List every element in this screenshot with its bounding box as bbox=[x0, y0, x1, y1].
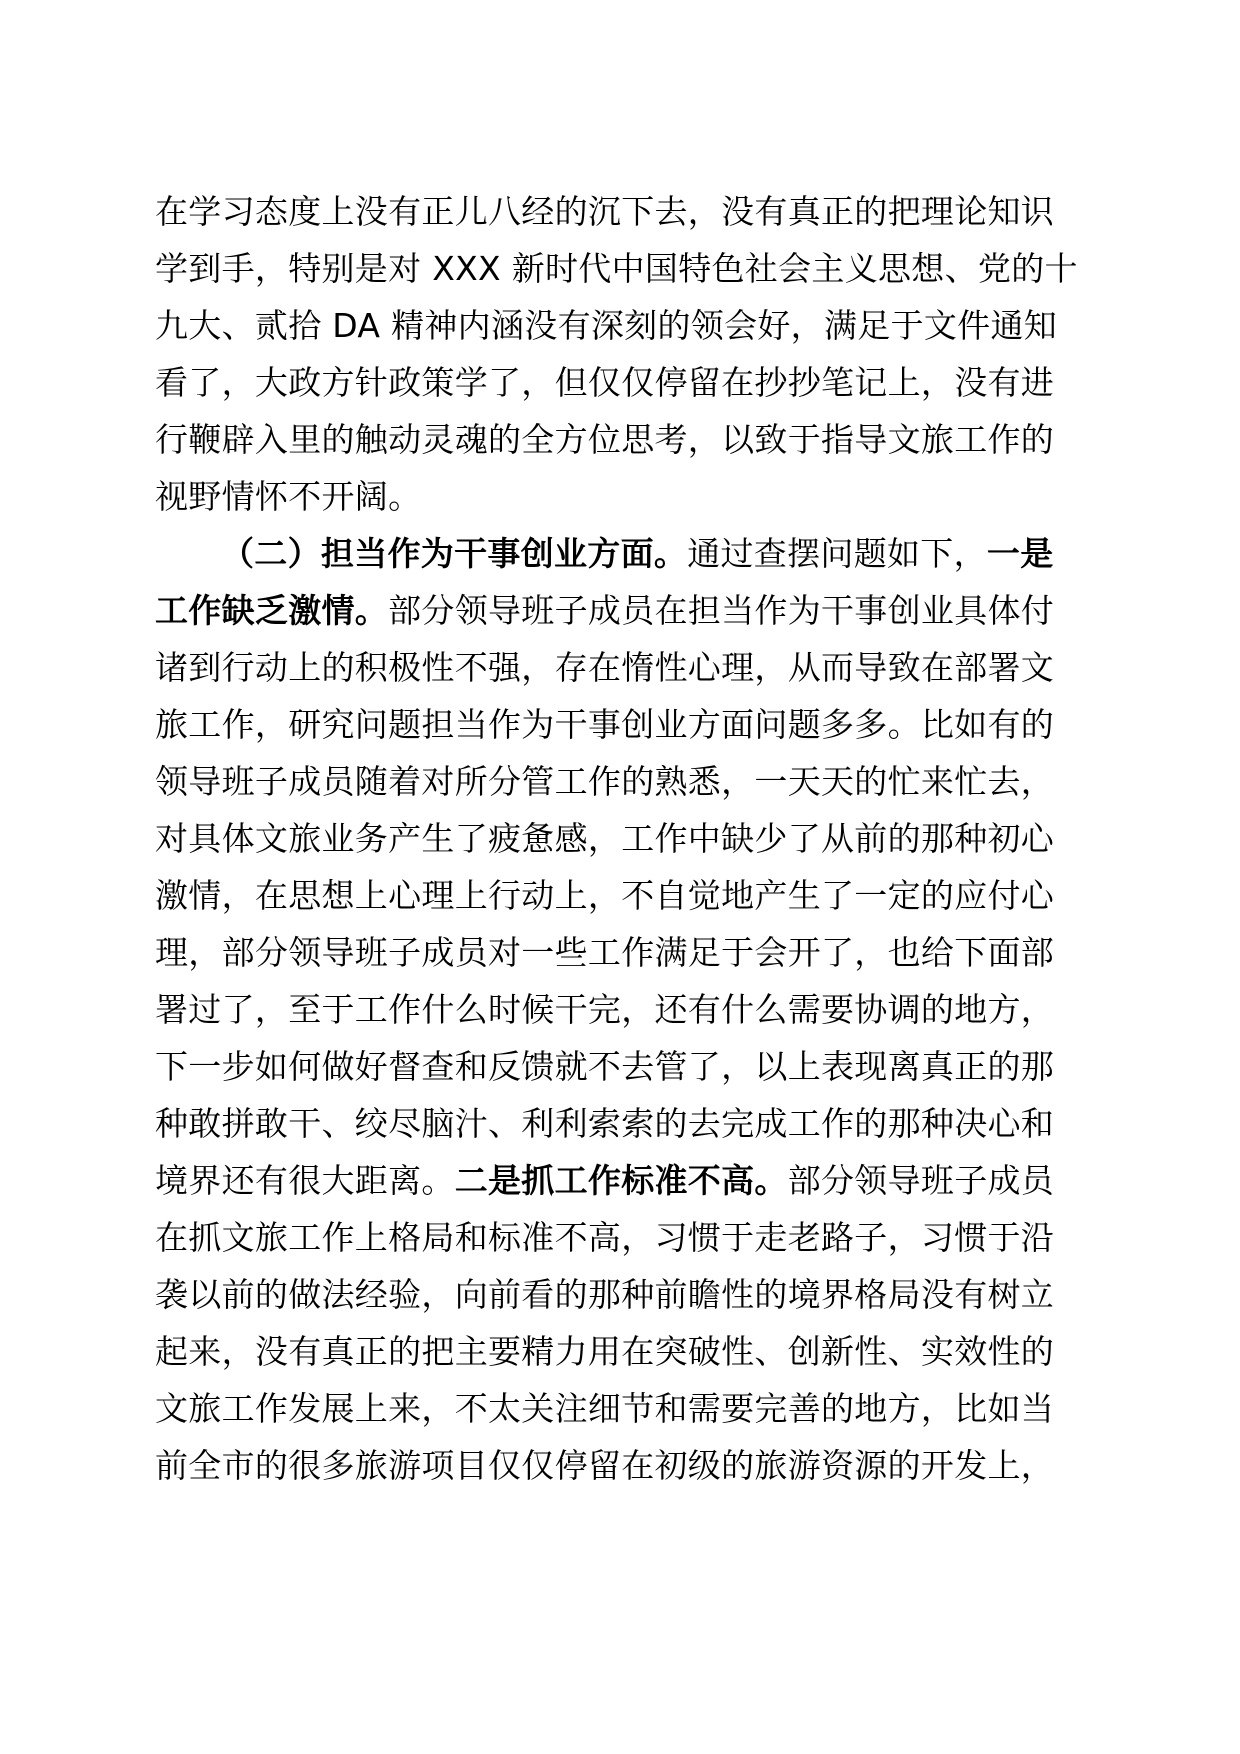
text-line: 行鞭辟入里的触动灵魂的全方位思考，以致于指导文旅工作的 bbox=[155, 420, 1055, 459]
document-page bbox=[155, 183, 1085, 1494]
text-segment: 通过查摆问题如下， bbox=[687, 534, 987, 573]
paragraph-study-attitude bbox=[155, 183, 1085, 525]
text-line: 诸到行动上的积极性不强，存在惰性心理，从而导致在部署文 bbox=[155, 648, 1055, 687]
text-line: 前全市的很多旅游项目仅仅停留在初级的旅游资源的开发上， bbox=[155, 1446, 1055, 1485]
text-line: 署过了，至于工作什么时候干完，还有什么需要协调的地方， bbox=[155, 990, 1055, 1029]
text-line: 旅工作，研究问题担当作为干事创业方面问题多多。比如有的 bbox=[155, 705, 1055, 744]
text-line: 学到手，特别是对 XXX 新时代中国特色社会主义思想、党的十 bbox=[155, 249, 1078, 288]
text-line: 理，部分领导班子成员对一些工作满足于会开了，也给下面部 bbox=[155, 933, 1055, 972]
text-line: 九大、贰拾 DA 精神内涵没有深刻的领会好，满足于文件通知 bbox=[155, 306, 1058, 345]
text-line: 对具体文旅业务产生了疲惫感，工作中缺少了从前的那种初心 bbox=[155, 819, 1055, 858]
text-line: 看了，大政方针政策学了，但仅仅停留在抄抄笔记上，没有进 bbox=[155, 363, 1055, 402]
section-heading: （二）担当作为干事创业方面。 bbox=[221, 534, 688, 573]
text-line: 在学习态度上没有正儿八经的沉下去，没有真正的把理论知识 bbox=[155, 192, 1055, 231]
text-line: 起来，没有真正的把主要精力用在突破性、创新性、实效性的 bbox=[155, 1332, 1055, 1371]
point-title: 二是抓工作标准不高。 bbox=[454, 1161, 788, 1200]
text-segment: 部分领导班子成员在担当作为干事创业具体付 bbox=[388, 591, 1055, 630]
text-line: 领导班子成员随着对所分管工作的熟悉，一天天的忙来忙去， bbox=[155, 762, 1055, 801]
text-line: 在抓文旅工作上格局和标准不高，习惯于走老路子，习惯于沿 bbox=[155, 1218, 1055, 1257]
point-label: 一是 bbox=[986, 534, 1054, 573]
text-line: 袭以前的做法经验，向前看的那种前瞻性的境界格局没有树立 bbox=[155, 1275, 1055, 1314]
paragraph-responsibility bbox=[155, 525, 1085, 1494]
text-segment: 部分领导班子成员 bbox=[787, 1161, 1055, 1200]
text-line: 视野情怀不开阔。 bbox=[155, 477, 422, 516]
text-segment: 境界还有很大距离。 bbox=[155, 1161, 455, 1200]
text-line: 种敢拼敢干、绞尽脑汁、利利索索的去完成工作的那种决心和 bbox=[155, 1104, 1055, 1143]
text-line: 下一步如何做好督查和反馈就不去管了，以上表现离真正的那 bbox=[155, 1047, 1055, 1086]
text-line: 文旅工作发展上来，不太关注细节和需要完善的地方，比如当 bbox=[155, 1389, 1055, 1428]
point-title: 工作缺乏激情。 bbox=[155, 591, 389, 630]
text-line: 激情，在思想上心理上行动上，不自觉地产生了一定的应付心 bbox=[155, 876, 1055, 915]
